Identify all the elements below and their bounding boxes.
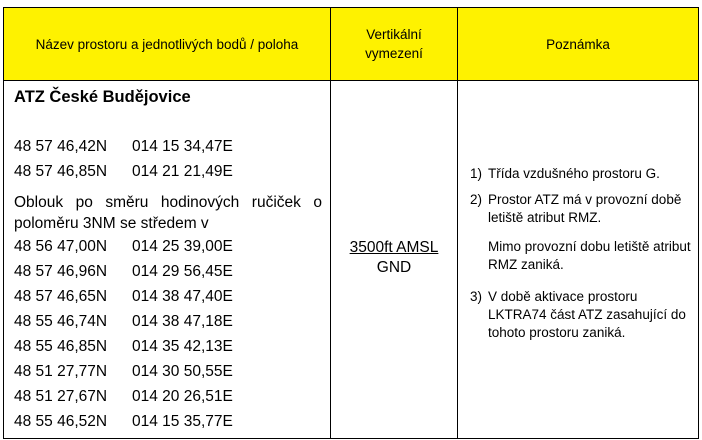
coordinate-row — [14, 313, 233, 331]
header-vertical-label-line2: vymezení — [365, 46, 423, 61]
latitude: 48 55 46,74N — [14, 313, 108, 330]
note-text: V době aktivace prostoru LKTRA74 část ATZ zasahující do tohoto prostoru zaniká. — [488, 289, 686, 340]
column-divider-2 — [457, 8, 458, 438]
coordinate-row — [14, 163, 233, 181]
longitude: 014 15 34,47E — [132, 138, 233, 155]
note-item — [470, 288, 692, 342]
coordinate-row — [14, 413, 233, 431]
note-number: 2) — [470, 192, 483, 207]
latitude: 48 57 46,65N — [14, 288, 108, 305]
arc-description: Oblouk po směru hodinových ručiček o poloměru 3NM se středem v — [14, 194, 322, 232]
latitude: 48 57 46,96N — [14, 263, 108, 280]
coordinate-row — [14, 238, 233, 256]
longitude: 014 30 50,55E — [132, 363, 233, 380]
longitude: 014 20 26,51E — [132, 388, 233, 405]
coordinate-row — [14, 138, 233, 156]
header-cell-name — [4, 8, 330, 80]
airspace-table — [3, 7, 699, 439]
coordinate-row — [14, 288, 233, 306]
latitude: 48 55 46,52N — [14, 413, 108, 430]
longitude: 014 38 47,40E — [132, 288, 233, 305]
upper-limit: 3500ft AMSL — [349, 239, 439, 256]
longitude: 014 21 21,49E — [132, 163, 233, 180]
latitude: 48 51 27,67N — [14, 388, 108, 405]
header-note-label: Poznámka — [546, 36, 610, 52]
coordinate-row — [14, 263, 233, 281]
header-name-label: Název prostoru a jednotlivých bodů / poloha — [35, 36, 299, 52]
note-item — [470, 238, 692, 274]
lower-limit: GND — [376, 259, 412, 276]
note-item — [470, 191, 692, 227]
area-title: ATZ České Budějovice — [14, 88, 191, 106]
note-text: Třída vzdušného prostoru G. — [488, 166, 660, 181]
coordinate-row — [14, 338, 233, 356]
latitude: 48 56 47,00N — [14, 238, 108, 255]
header-divider — [4, 80, 698, 81]
coordinate-row — [14, 388, 233, 406]
note-item — [470, 165, 692, 183]
header-cell-note — [458, 8, 698, 80]
vertical-limits — [331, 238, 457, 278]
longitude: 014 15 35,77E — [132, 413, 233, 430]
latitude: 48 57 46,85N — [14, 163, 108, 180]
longitude: 014 35 42,13E — [132, 338, 233, 355]
latitude: 48 55 46,85N — [14, 338, 108, 355]
column-divider-1 — [330, 8, 331, 438]
longitude: 014 29 56,45E — [132, 263, 233, 280]
latitude: 48 51 27,77N — [14, 363, 108, 380]
note-number: 1) — [470, 166, 483, 181]
longitude: 014 38 47,18E — [132, 313, 233, 330]
longitude: 014 25 39,00E — [132, 238, 233, 255]
note-number: 3) — [470, 289, 483, 304]
header-cell-vertical — [331, 8, 457, 80]
latitude: 48 57 46,42N — [14, 138, 108, 155]
note-text: Mimo provozní dobu letiště atribut RMZ zaniká. — [488, 239, 691, 272]
header-vertical-label-line1: Vertikální — [366, 27, 422, 42]
coordinate-row — [14, 363, 233, 381]
note-text: Prostor ATZ má v provozní době letiště atribut RMZ. — [488, 192, 682, 225]
